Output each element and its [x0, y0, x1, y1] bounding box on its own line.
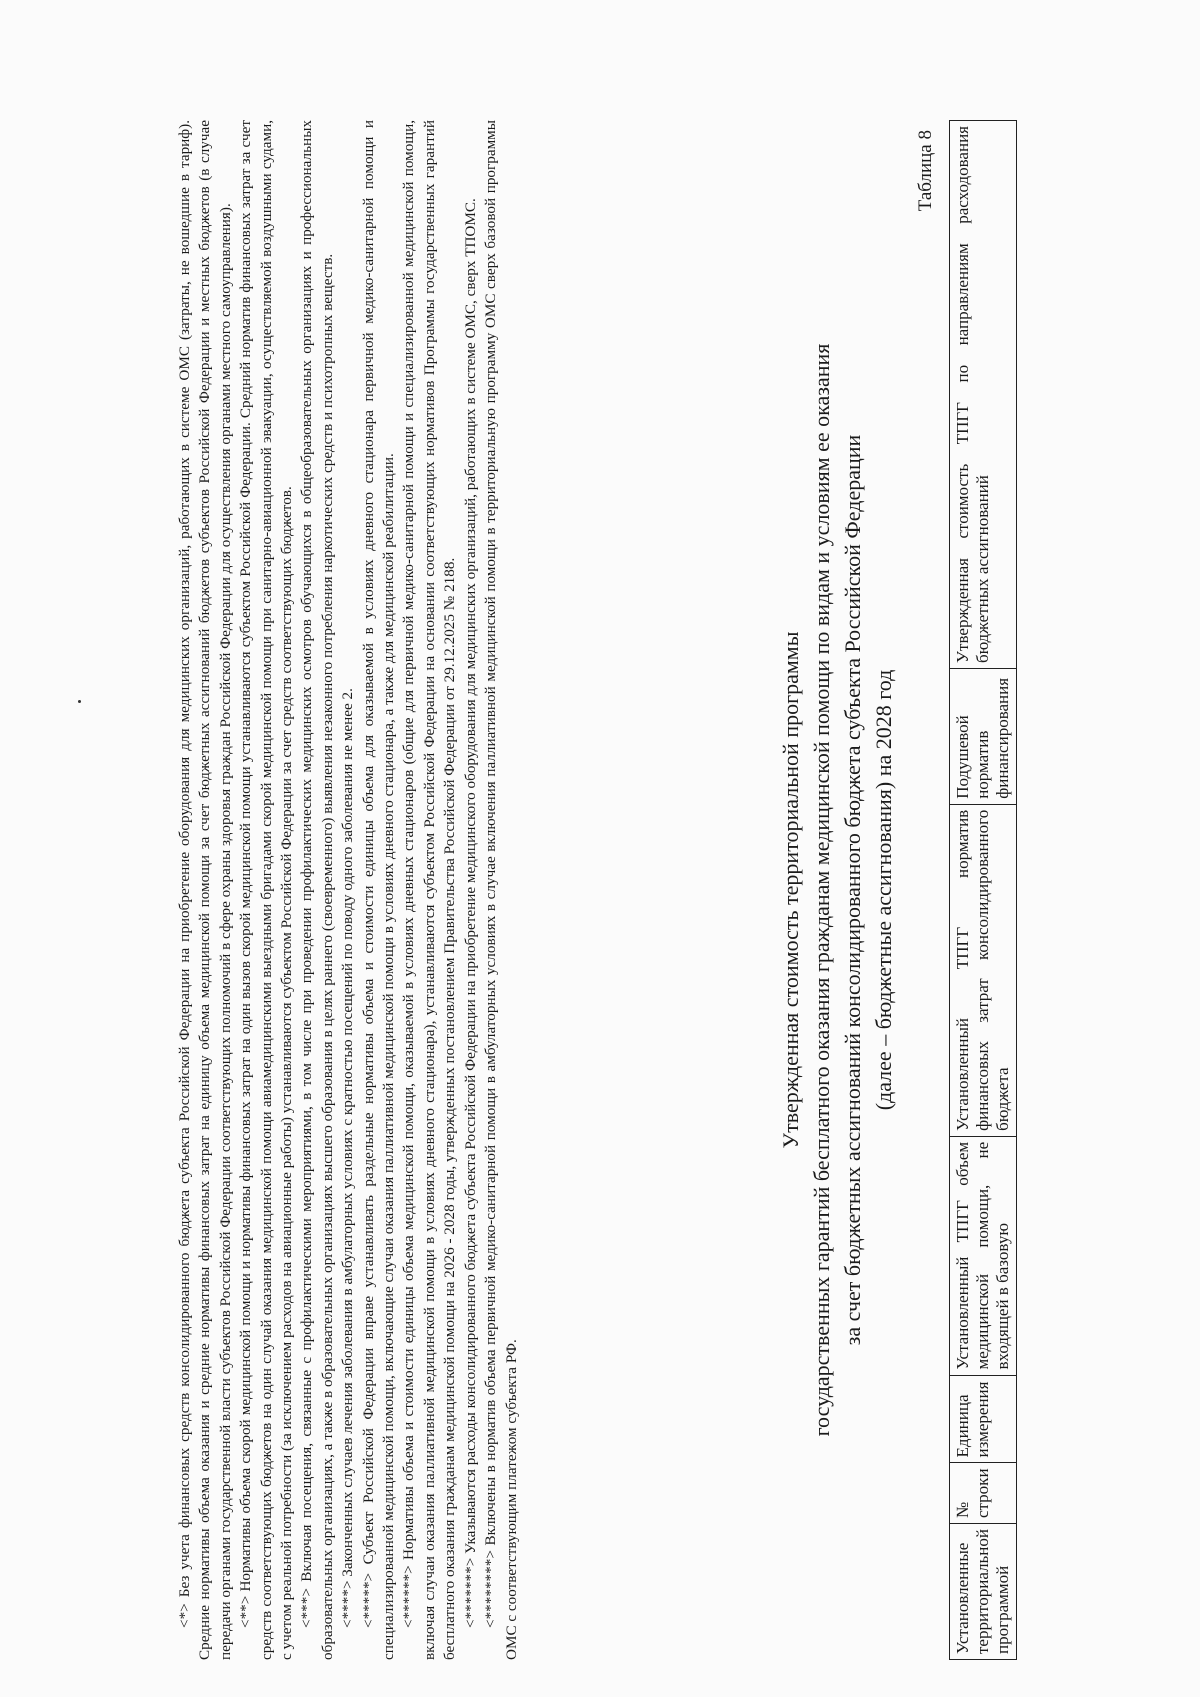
table-label: Таблица 8 [915, 130, 936, 212]
footnote: <*******> Указываются расходы консолидированного бюджета субъекта Российской Федерации на приобретение медицинского оборудования для медицинских организаций, работающих в системе ОМС, сверх ТПОМС. [461, 198, 479, 1628]
heading-line: (далее – бюджетные ассигнования) на 2028 год [871, 669, 896, 1111]
footnotes [175, 120, 522, 1660]
footnote: <****> Законченных случаев лечения заболевания в амбулаторных условиях с кратностью посещений по поводу одного заболевания не менее 2. [339, 688, 357, 1628]
heading-line: государственных гарантий бесплатного оказания гражданам медицинской помощи по видам и условиям ее оказания [809, 343, 834, 1437]
column-header: Подушевой норматив финансирования [950, 668, 1017, 804]
column-header: Единица измерения [950, 1375, 1017, 1463]
rotated-landscape-content [175, 120, 1175, 1660]
column-header: Установленный ТПГГ норматив финансовых затрат консолидированного бюджета [950, 804, 1017, 1136]
footnote: <***> Включая посещения, связанные с профилактическими мероприятиями, в том числе при проведении профилактических медицинских осмотров обучающихся в общеобразовательных организациях и профессиональных образовательных организациях, а также в образовательных организациях высшего образования в целях раннего (своевременного) выявления незаконного потребления наркотических средств и психотропных веществ. [298, 120, 336, 1660]
cost-table [949, 120, 1017, 1660]
footnote: <*****> Субъект Российской Федерации вправе устанавливать раздельные нормативы объема и стоимости единицы объема для оказываемой в условиях дневного стационара первичной медико-санитарной помощи и специализированной медицинской помощи, включающие случаи оказания паллиативной медицинской помощи в условиях дневного стационара, а также для медицинской реабилитации. [359, 120, 398, 1660]
footnote: <********> Включены в норматив объема первичной медико-санитарной помощи в амбулаторных условиях в случае включения паллиативной медицинской помощи в территориальную программу ОМС сверх базовой программы ОМС с соответствующим платежом субъекта РФ. [482, 120, 520, 1660]
column-header: Установленные территориальной программой [950, 1524, 1017, 1660]
table-header-row [950, 121, 1017, 1660]
column-header: Утвержденная стоимость ТПГГ по направлениям расходования бюджетных ассигнований [950, 121, 1017, 669]
heading-line: Утвержденная стоимость территориальной программы [778, 631, 803, 1149]
footnote: <**> Нормативы объема скорой медицинской помощи и нормативы финансовых затрат на один вызов скорой медицинской помощи устанавливаются субъектом Российской Федерации. Средний норматив финансовых затрат за счет средств соответствующих бюджетов на один случай оказания медицинской помощи авиамедицинскими выездными бригадами скорой медицинской помощи при санитарно-авиационной эвакуации, осуществляемой воздушными судами, с учетом реальной потребности (за исключением расходов на авиационные работы) устанавливаются субъектом Российской Федерации за счет средств соответствующих бюджетов. [237, 120, 296, 1660]
scan-speck [78, 700, 81, 703]
footnote: <******> Нормативы объема и стоимости единицы объема медицинской помощи, оказываемой в условиях дневных стационаров (общие для первичной медико-санитарной помощи и специализированной медицинской помощи, включая случаи оказания паллиативной медицинской помощи в условиях дневного стационара), устанавливаются субъектом Российской Федерации на основании соответствующих нормативов Программы государственных гарантий бесплатного оказания гражданам медицинской помощи на 2026 - 2028 годы, утвержденных постановлением Правительства Российской Федерации от 29.12.2025 № 2188. [400, 120, 459, 1660]
column-header: № строки [950, 1463, 1017, 1524]
column-header: Установленный ТПГГ объем медицинской помощи, не входящей в базовую [950, 1136, 1017, 1375]
footnote: <*> Без учета финансовых средств консолидированного бюджета субъекта Российской Федерации на приобретение оборудования для медицинских организаций, работающих в системе ОМС (затраты, не вошедшие в тариф). Средние нормативы объема оказания и средние нормативы финансовых затрат на единицу объема медицинской помощи за счет бюджетных ассигнований бюджетов субъектов Российской Федерации и местных бюджетов (в случае передачи органами государственной власти субъектов Российской Федерации соответствующих полномочий в сфере охраны здоровья граждан Российской Федерации для осуществления органами местного самоуправления). [176, 120, 234, 1660]
section-heading [775, 120, 899, 1660]
heading-line: за счет бюджетных ассигнований консолидированного бюджета субъекта Российской Федерации [840, 434, 865, 1346]
